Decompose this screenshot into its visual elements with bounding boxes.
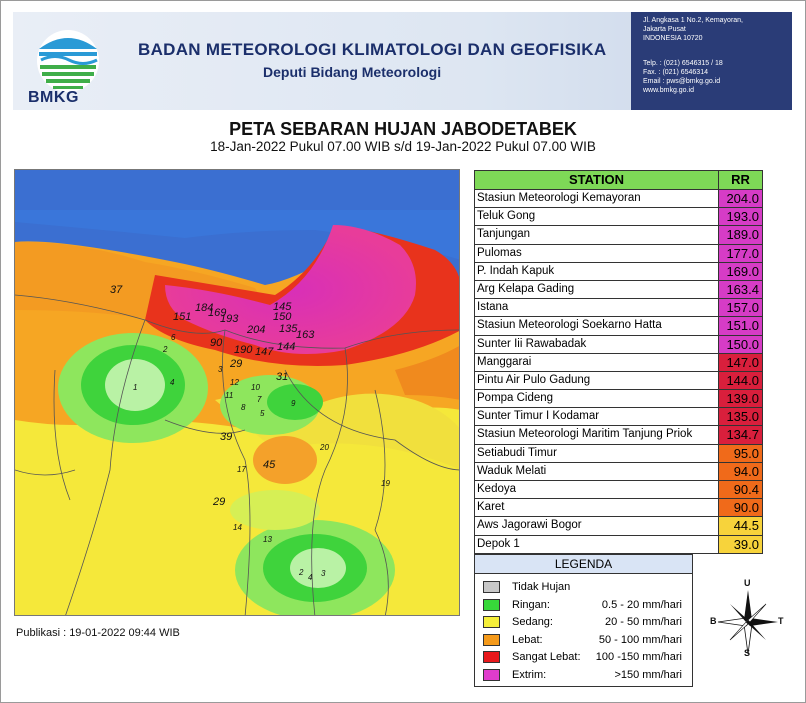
legend-range: >150 mm/hari — [614, 668, 682, 681]
station-name: Waduk Melati — [475, 463, 719, 480]
station-rr-value: 193.0 — [719, 208, 762, 225]
legend-label: Lebat: — [512, 633, 543, 646]
map-label: 1 — [133, 383, 138, 392]
table-row — [475, 480, 762, 498]
table-row — [475, 444, 762, 462]
table-row — [475, 335, 762, 353]
table-row — [475, 298, 762, 316]
map-label: 29 — [230, 358, 243, 370]
map-label: 150 — [273, 311, 292, 323]
map-label: 4 — [308, 573, 313, 582]
station-rr-value: 95.0 — [719, 445, 762, 462]
station-name: Arg Kelapa Gading — [475, 281, 719, 298]
table-row — [475, 498, 762, 516]
station-rr-value: 163.4 — [719, 281, 762, 298]
table-row — [475, 516, 762, 534]
map-title: PETA SEBARAN HUJAN JABODETABEK — [229, 119, 577, 139]
rr-column-header: RR — [719, 171, 762, 189]
rainfall-map-graphic — [15, 170, 460, 616]
map-label: 204 — [247, 324, 266, 336]
station-rr-value: 157.0 — [719, 299, 762, 316]
map-label: 37 — [110, 284, 123, 296]
station-name: Teluk Gong — [475, 208, 719, 225]
address-line: INDONESIA 10720 — [643, 35, 703, 42]
legend-range: 0.5 - 20 mm/hari — [601, 598, 682, 611]
legend-swatch — [483, 616, 500, 628]
map-label: 184 — [195, 302, 214, 314]
legend-swatch — [483, 651, 500, 663]
web-line: www.bmkg.go.id — [643, 87, 694, 94]
map-label: 2 — [299, 568, 304, 577]
map-label: 6 — [171, 333, 176, 342]
map-label: 147 — [255, 346, 274, 358]
legend-label: Tidak Hujan — [512, 581, 571, 593]
table-row — [475, 189, 762, 207]
station-name: Sunter Iii Rawabadak — [475, 336, 719, 353]
station-rr-value: 134.7 — [719, 426, 762, 443]
table-row — [475, 425, 762, 443]
map-label: 11 — [225, 391, 234, 400]
compass-east: T — [778, 616, 784, 626]
table-header — [475, 171, 762, 189]
legend-item — [475, 667, 692, 685]
station-rr-value: 147.0 — [719, 354, 762, 371]
legend-swatch — [483, 599, 500, 611]
map-label: 163 — [296, 329, 315, 341]
table-row — [475, 371, 762, 389]
station-column-header: STATION — [475, 171, 719, 189]
map-label: 4 — [170, 378, 175, 387]
station-name: P. Indah Kapuk — [475, 263, 719, 280]
station-rr-value: 90.0 — [719, 499, 762, 516]
compass-north: U — [744, 578, 751, 588]
map-label: 144 — [277, 341, 296, 353]
station-name: Istana — [475, 299, 719, 316]
legend-range: 20 - 50 mm/hari — [604, 616, 682, 628]
legend-label: Extrim: — [512, 668, 547, 681]
map-label: 39 — [220, 431, 233, 443]
station-rr-value: 150.0 — [719, 336, 762, 353]
map-label: 193 — [220, 313, 239, 325]
legend-swatch — [483, 581, 500, 593]
station-name: Pintu Air Pulo Gadung — [475, 372, 719, 389]
legend-title: LEGENDA — [475, 555, 692, 574]
map-label: 12 — [230, 378, 239, 387]
map-label: 7 — [257, 395, 262, 404]
map-label: 9 — [291, 399, 296, 408]
email-line: Email : pws@bmkg.go.id — [643, 78, 721, 85]
legend-range: 50 - 100 mm/hari — [598, 633, 682, 646]
table-row — [475, 207, 762, 225]
station-name: Depok 1 — [475, 536, 719, 553]
table-row — [475, 407, 762, 425]
map-label: 8 — [241, 403, 246, 412]
agency-subtitle: Deputi Bidang Meteorologi — [263, 64, 442, 80]
legend-item — [475, 649, 692, 667]
legend-swatch — [483, 669, 500, 681]
publication-date: Publikasi : 19-01-2022 09:44 WIB — [16, 627, 180, 639]
station-rr-value: 90.4 — [719, 481, 762, 498]
station-rr-value: 177.0 — [719, 245, 762, 262]
table-row — [475, 389, 762, 407]
station-rr-value: 189.0 — [719, 226, 762, 243]
address-line: Jakarta Pusat — [643, 26, 686, 33]
compass-west: B — [710, 616, 717, 626]
table-row — [475, 316, 762, 334]
station-rr-value: 139.0 — [719, 390, 762, 407]
telp-line: Telp. : (021) 6546315 / 18 — [643, 60, 723, 67]
map-label: 31 — [276, 371, 289, 383]
station-name: Stasiun Meteorologi Maritim Tanjung Priok — [475, 426, 719, 443]
table-row — [475, 262, 762, 280]
station-name: Kedoya — [475, 481, 719, 498]
station-name: Sunter Timur I Kodamar — [475, 408, 719, 425]
station-name: Stasiun Meteorologi Soekarno Hatta — [475, 317, 719, 334]
table-row — [475, 280, 762, 298]
map-label: 135 — [279, 323, 298, 335]
station-rr-value: 39.0 — [719, 536, 762, 553]
station-name: Tanjungan — [475, 226, 719, 243]
map-label: 169 — [208, 307, 227, 319]
station-rr-value: 151.0 — [719, 317, 762, 334]
station-table — [474, 170, 763, 554]
station-name: Pulomas — [475, 245, 719, 262]
map-label: 29 — [213, 496, 226, 508]
legend-label: Ringan: — [512, 598, 550, 611]
map-label: 3 — [321, 569, 326, 578]
station-name: Setiabudi Timur — [475, 445, 719, 462]
table-row — [475, 535, 762, 553]
map-label: 19 — [381, 479, 390, 488]
table-row — [475, 244, 762, 262]
compass-south: S — [744, 648, 751, 658]
station-name: Manggarai — [475, 354, 719, 371]
map-label: 17 — [237, 465, 246, 474]
map-label: 90 — [210, 337, 223, 349]
bmkg-logo-text: BMKG — [28, 89, 79, 106]
legend-item — [475, 579, 692, 597]
station-name: Karet — [475, 499, 719, 516]
map-label: 5 — [260, 409, 265, 418]
header-banner — [13, 12, 792, 110]
station-rr-value: 204.0 — [719, 190, 762, 207]
agency-title: BADAN METEOROLOGI KLIMATOLOGI DAN GEOFISIKA — [138, 40, 607, 59]
legend — [474, 554, 693, 687]
station-rr-value: 169.0 — [719, 263, 762, 280]
map-label: 13 — [263, 535, 272, 544]
map-label: 20 — [320, 443, 329, 452]
station-rr-value: 144.0 — [719, 372, 762, 389]
legend-label: Sedang: — [512, 616, 553, 628]
map-label: 2 — [163, 345, 168, 354]
station-name: Aws Jagorawi Bogor — [475, 517, 719, 534]
address-line: Jl. Angkasa 1 No.2, Kemayoran, — [643, 17, 743, 24]
map-label: 3 — [218, 365, 223, 374]
legend-item — [475, 614, 692, 632]
station-name: Stasiun Meteorologi Kemayoran — [475, 190, 719, 207]
map-label: 190 — [234, 344, 253, 356]
contact-panel — [631, 12, 792, 110]
legend-swatch — [483, 634, 500, 646]
rainfall-map — [14, 169, 460, 616]
map-label: 10 — [251, 383, 260, 392]
table-row — [475, 225, 762, 243]
fax-line: Fax. : (021) 6546314 — [643, 69, 708, 76]
compass-rose-icon — [710, 578, 784, 660]
legend-label: Sangat Lebat: — [512, 651, 581, 663]
map-period: 18-Jan-2022 Pukul 07.00 WIB s/d 19-Jan-2022 Pukul 07.00 WIB — [210, 139, 596, 154]
map-label: 45 — [263, 459, 276, 471]
station-name: Pompa Cideng — [475, 390, 719, 407]
legend-item — [475, 632, 692, 650]
legend-range: 100 -150 mm/hari — [595, 651, 682, 663]
map-label: 151 — [173, 311, 192, 323]
map-label: 14 — [233, 523, 242, 532]
table-row — [475, 353, 762, 371]
legend-item — [475, 597, 692, 615]
station-rr-value: 94.0 — [719, 463, 762, 480]
table-row — [475, 462, 762, 480]
map-label: 145 — [273, 301, 292, 313]
station-rr-value: 44.5 — [719, 517, 762, 534]
station-rr-value: 135.0 — [719, 408, 762, 425]
